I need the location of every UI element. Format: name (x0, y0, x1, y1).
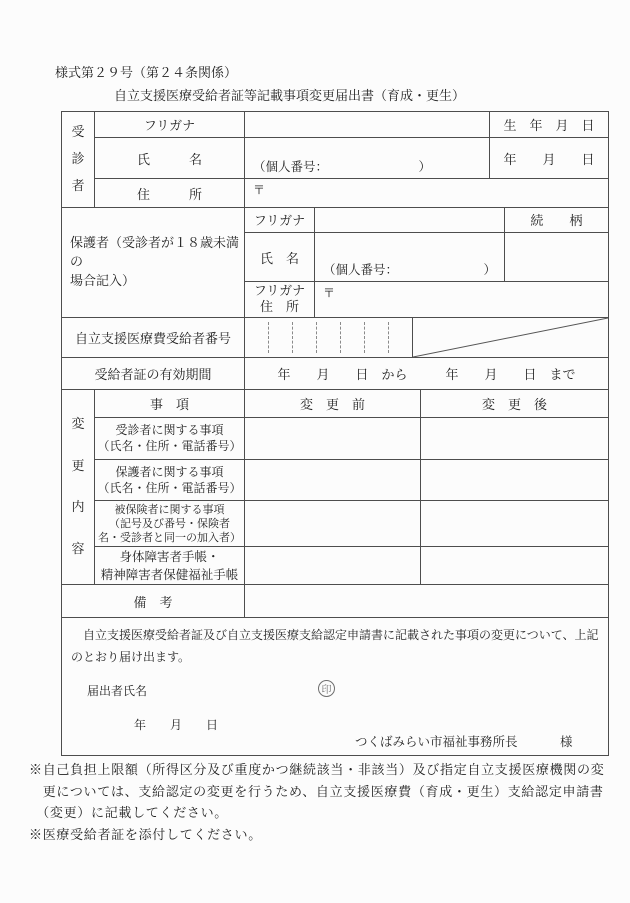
page-title: 自立支援医療受給者証等記載事項変更届出書（育成・更生） (114, 89, 466, 104)
addressee: つくばみらい市福祉事務所長 (355, 734, 518, 749)
changes-header-after: 変 更 後 (481, 397, 547, 413)
patient-address-input[interactable] (245, 179, 608, 207)
changes-before-input[interactable] (245, 547, 421, 584)
changes-row-handbook (95, 547, 608, 584)
patient-name-label: 氏 名 (95, 138, 244, 180)
remarks-input[interactable] (245, 585, 608, 617)
guardian-furigana-input[interactable] (315, 208, 505, 232)
changes-after-input[interactable] (421, 547, 608, 584)
validity-input[interactable] (245, 358, 608, 389)
footnotes (29, 760, 619, 846)
recipient-number-digit-cell[interactable] (389, 322, 412, 353)
changes-after-input[interactable] (421, 460, 608, 501)
changes-header-item: 事 項 (95, 390, 245, 417)
changes-row-patient (95, 418, 608, 460)
patient-address-label: 住 所 (136, 187, 202, 203)
patient-section (62, 112, 608, 208)
patient-section-label: 受 診 者 (62, 112, 95, 207)
recipient-number-digit-cell[interactable] (341, 322, 365, 353)
changes-row-insured (95, 501, 608, 547)
patient-personal-number-close: ） (418, 159, 431, 175)
recipient-number-section (62, 318, 608, 358)
guardian-relationship-input[interactable] (505, 233, 608, 282)
guardian-name-input[interactable] (315, 233, 505, 282)
recipient-number-digit-cell[interactable] (293, 322, 317, 353)
changes-item-label: 受診者に関する事項 （氏名・住所・電話番号） (95, 418, 245, 459)
seal-mark-icon: 印 (318, 680, 335, 697)
validity-from: 年 月 日 から (277, 368, 408, 383)
changes-after-input[interactable] (421, 418, 608, 459)
footnote-1-line: 更については、支給認定の変更を行うため、自立支援医療費（育成・更生）支給認定申請書 (29, 784, 604, 800)
changes-before-input[interactable] (245, 418, 421, 459)
diagonal-strikethrough-cell (413, 318, 608, 357)
changes-item-label: 保護者に関する事項 （氏名・住所・電話番号） (95, 460, 245, 501)
declaration-section (62, 618, 608, 755)
changes-before-input[interactable] (245, 501, 421, 546)
applicant-name-label: 届出者氏名 (87, 684, 148, 698)
patient-furigana-input[interactable] (245, 112, 490, 137)
changes-section (62, 390, 608, 585)
changes-item-label: 被保険者に関する事項 （記号及び番号・保険者 名・受診者と同一の加入者） (95, 501, 245, 546)
patient-furigana-label: フリガナ (95, 112, 244, 138)
recipient-number-input[interactable] (245, 318, 413, 357)
remarks-label: 備 考 (62, 585, 245, 617)
validity-to: 年 月 日 まで (445, 368, 576, 383)
postal-mark: 〒 (323, 286, 336, 301)
guardian-section-label: 保護者（受診者が１８歳未満の 場合記入） (62, 208, 245, 317)
footnote-1-line: （変更）に記載してください。 (29, 806, 229, 821)
guardian-address-label: フリガナ 住 所 (253, 283, 306, 315)
validity-label: 受給者証の有効期間 (62, 358, 245, 389)
remarks-section (62, 585, 608, 618)
patient-personal-number-label: （個人番号： (253, 159, 329, 175)
validity-section (62, 358, 608, 390)
footnote-1-line: ※自己負担上限額（所得区分及び重度かつ継続該当・非該当）及び指定自立支援医療機関の変 (29, 763, 605, 778)
patient-name-input[interactable] (245, 138, 490, 179)
guardian-name-label: 氏 名 (245, 233, 314, 283)
changes-after-input[interactable] (421, 501, 608, 546)
patient-birthdate-header: 生 年 月 日 (503, 118, 595, 134)
declaration-text: 自立支援医療受給者証及び自立支援医療支給認定申請書に記載された事項の変更について、上記 のとおり届け出ます。 (71, 628, 599, 664)
guardian-section (62, 208, 608, 318)
recipient-number-digit-cell[interactable] (245, 322, 269, 353)
recipient-number-digit-cell[interactable] (269, 322, 293, 353)
guardian-furigana-label: フリガナ (245, 208, 314, 233)
guardian-address-input[interactable] (315, 282, 608, 317)
addressee-honorific: 様 (560, 734, 573, 749)
declaration-date-input[interactable]: 年 月 日 (134, 718, 219, 732)
changes-before-input[interactable] (245, 460, 421, 501)
changes-header-before: 変 更 前 (245, 390, 421, 417)
postal-mark: 〒 (253, 183, 266, 198)
recipient-number-label: 自立支援医療費受給者番号 (62, 318, 245, 357)
patient-birthdate-input[interactable]: 年 月 日 (503, 152, 595, 168)
recipient-number-digit-cell[interactable] (317, 322, 341, 353)
changes-row-guardian (95, 460, 608, 502)
guardian-relationship-label: 続 柄 (530, 214, 583, 230)
changes-section-label: 変 更 内 容 (62, 390, 95, 584)
form-number: 様式第２９号（第２４条関係） (55, 66, 238, 81)
diagonal-line (413, 318, 608, 357)
footnote-2: ※医療受給者証を添付してください。 (29, 827, 262, 843)
guardian-personal-number-close: ） (483, 262, 496, 278)
guardian-personal-number-label: （個人番号： (323, 262, 399, 278)
changes-item-label: 身体障害者手帳・ 精神障害者保健福祉手帳 (95, 547, 245, 584)
changes-header-row (95, 390, 608, 418)
form-table (61, 111, 609, 756)
recipient-number-digit-cell[interactable] (365, 322, 389, 353)
